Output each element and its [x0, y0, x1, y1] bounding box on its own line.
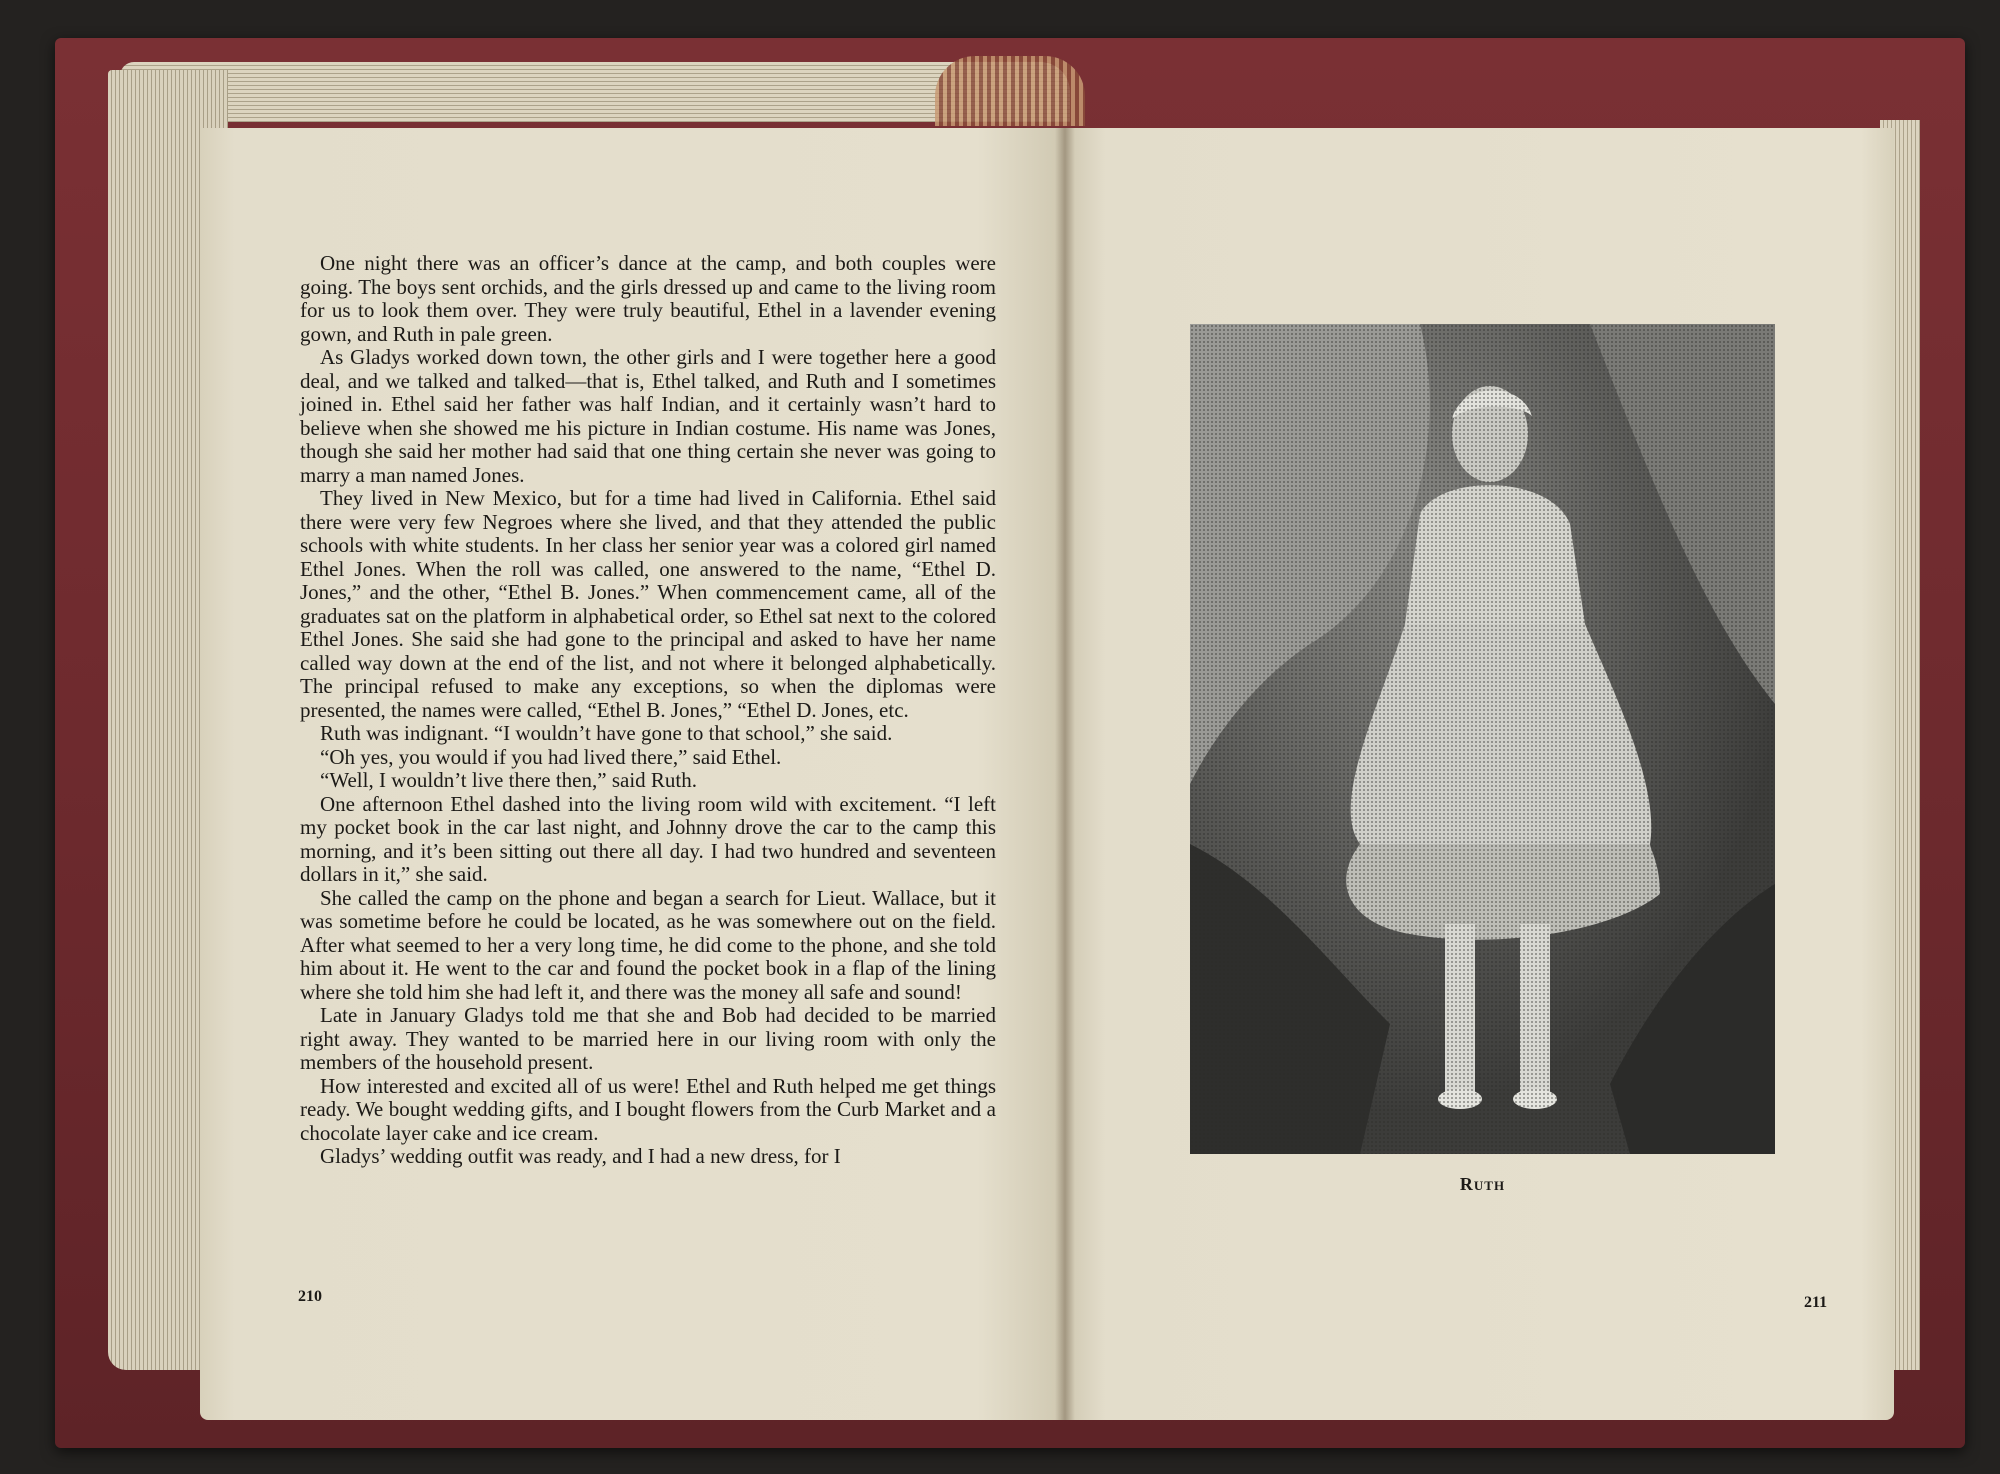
- paragraph: She called the camp on the phone and began a search for Lieut. Wallace, but it was sometime before he could be located, as he was somewhere out on the field. After what seemed to her a very long time, he did come to the phone, and she told him about it. He went to the car and found the pocket book in a flap of the lining where she told him she had left it, and there was the money all safe and sound!: [300, 885, 996, 1004]
- paragraph: One night there was an officer’s dance at the camp, and both couples were going. The boys sent orchids, and the girls dressed up and came to the living room for us to look them over. They were truly beautiful, Ethel in a lavender evening gown, and Ruth in pale green.: [300, 251, 996, 346]
- paragraph: Late in January Gladys told me that she and Bob had decided to be married right away. They wanted to be married here in our living room with only the members of the household present.: [300, 1003, 996, 1074]
- book-gutter: [1055, 128, 1075, 1420]
- paragraph: “Well, I wouldn’t live there then,” said Ruth.: [320, 768, 697, 792]
- book-headband: [935, 56, 1085, 126]
- photo-caption: Ruth: [1459, 1174, 1506, 1194]
- ruth-photograph: [1190, 324, 1775, 1154]
- right-page: [1064, 128, 1894, 1420]
- halftone-photo-illustration: [1190, 324, 1775, 1154]
- paragraph: Ruth was indignant. “I wouldn’t have gone to that school,” she said.: [320, 721, 893, 745]
- paragraph: One afternoon Ethel dashed into the living room wild with excitement. “I left my pocket book in the car last night, and Johnny drove the car to the camp this morning, and it’s been sitting out there all day. I had two hundred and seventeen dollars in it,” she said.: [300, 791, 996, 886]
- page-number-left: 210: [298, 1288, 322, 1305]
- page-number-right: 211: [1804, 1294, 1828, 1311]
- page-stack-top: [120, 62, 1070, 122]
- paragraph: How interested and excited all of us were! Ethel and Ruth helped me get things ready. We bought wedding gifts, and I bought flowers from the Curb Market and a chocolate layer cake and ice cream.: [300, 1073, 996, 1145]
- body-text: [300, 252, 996, 1169]
- paragraph: They lived in New Mexico, but for a time had lived in California. Ethel said there were very few Negroes where she lived, and that they attended the public schools with white students. In her class her senior year was a colored girl named Ethel Jones. When the roll was called, one answered to the name, “Ethel D. Jones,” and the other, “Ethel B. Jones.” When commencement came, all of the graduates sat on the platform in alphabetical order, so Ethel sat next to the colored Ethel Jones. She said she had gone to the principal and asked to have her name called way down at the end of the list, and not where it belonged alphabetically. The principal refused to make any exceptions, so when the diplomas were presented, the names were called, “Ethel B. Jones,” “Ethel D. Jones, etc.: [300, 486, 996, 722]
- paragraph: Gladys’ wedding outfit was ready, and I had a new dress, for I: [320, 1144, 841, 1168]
- paragraph: “Oh yes, you would if you had lived there,” said Ethel.: [320, 744, 782, 769]
- left-page: [200, 128, 1064, 1420]
- paragraph: As Gladys worked down town, the other girls and I were together here a good deal, and we talked and talked—that is, Ethel talked, and Ruth and I sometimes joined in. Ethel said her father was half Indian, and it certainly wasn’t hard to believe when she showed me his picture in Indian costume. His name was Jones, though she said her mother had said that one thing certain she never was going to marry a man named Jones.: [300, 345, 996, 487]
